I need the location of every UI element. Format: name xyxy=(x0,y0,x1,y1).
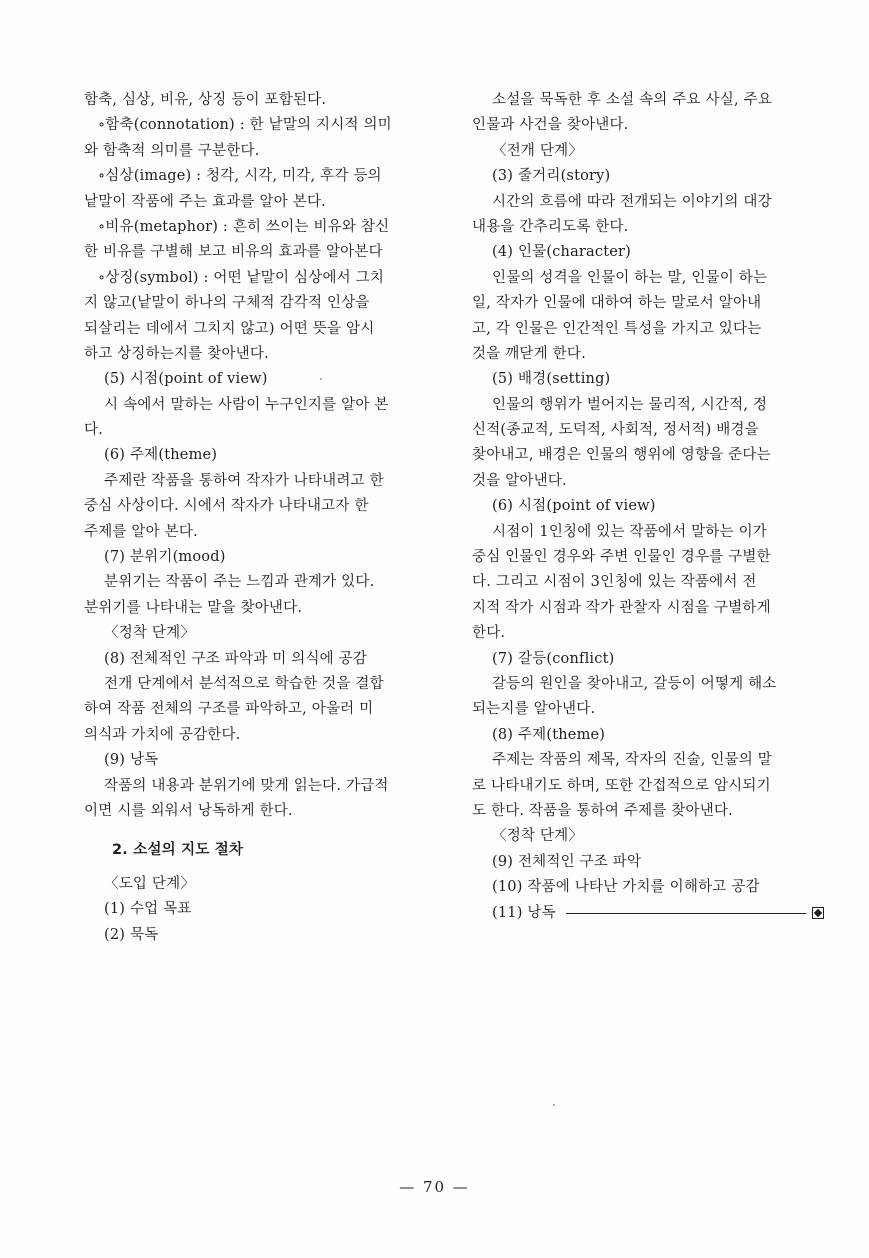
text-line: 주제는 작품의 제목, 작자의 진술, 인물의 말 xyxy=(492,752,772,769)
section-label: (6) 주제(theme) xyxy=(104,447,218,464)
text-line: 의식과 가치에 공감한다. xyxy=(84,726,241,743)
stage-label: 〈정착 단계〉 xyxy=(492,828,584,845)
text-line: 되살리는 데에서 그치지 않고) 어떤 뜻을 암시 xyxy=(84,320,375,337)
text-line: 하여 작품 전체의 구조를 파악하고, 아울러 미 xyxy=(84,701,374,718)
speck xyxy=(553,1104,555,1106)
text-line: 한다. xyxy=(472,625,506,642)
text-line: 인물의 행위가 벌어지는 물리적, 시간적, 정 xyxy=(492,396,768,413)
end-line xyxy=(472,901,824,926)
section-label: (4) 인물(character) xyxy=(492,244,632,261)
text-line: ∘상징(symbol) : 어떤 낱말이 심상에서 그치 xyxy=(98,269,385,286)
right-column xyxy=(472,88,824,926)
text-line: 분위기를 나타내는 말을 찾아낸다. xyxy=(84,599,303,616)
text-line: 중심 사상이다. 시에서 작자가 나타내고자 한 xyxy=(84,498,369,515)
text-line: 신적(종교적, 도덕적, 사회적, 정서적) 배경을 xyxy=(472,422,759,439)
text-line: 이면 시를 외워서 낭독하게 한다. xyxy=(84,802,293,819)
text-line: 분위기는 작품이 주는 느낌과 관계가 있다. xyxy=(104,574,375,591)
section-label: (7) 갈등(conflict) xyxy=(492,650,615,667)
text-line: 것을 깨닫게 한다. xyxy=(472,345,586,362)
text-line: 전개 단계에서 분석적으로 학습한 것을 결합 xyxy=(104,675,384,692)
text-line: 지 않고(낱말이 하나의 구체적 감각적 인상을 xyxy=(84,295,370,312)
end-rule xyxy=(566,913,806,914)
text-line: 다. xyxy=(84,422,104,439)
section-label: (1) 수업 목표 xyxy=(104,901,192,918)
end-mark-icon xyxy=(812,907,824,919)
text-line: 와 함축적 의미를 구분한다. xyxy=(84,142,260,159)
section-label: (10) 작품에 나타난 가치를 이해하고 공감 xyxy=(492,879,760,896)
text-line: 하고 상징하는지를 찾아낸다. xyxy=(84,345,269,362)
text-line: 소설을 묵독한 후 소설 속의 주요 사실, 주요 xyxy=(492,92,772,108)
text-line: 것을 알아낸다. xyxy=(472,472,567,489)
section-label: (7) 분위기(mood) xyxy=(104,549,226,566)
section-label: (6) 시점(point of view) xyxy=(492,498,656,515)
page-number: — 70 — xyxy=(399,1178,470,1196)
text-line: 인물과 사건을 찾아낸다. xyxy=(472,117,629,134)
left-column xyxy=(84,88,436,948)
section-heading: 2. 소설의 지도 절차 xyxy=(112,842,244,859)
text-line: 갈등의 원인을 찾아내고, 갈등이 어떻게 해소 xyxy=(492,675,777,692)
section-label: (5) 시점(point of view) xyxy=(104,371,268,388)
text-line: 지적 작가 시점과 작가 관찰자 시점을 구별하게 xyxy=(472,599,771,616)
text-line: 함축, 심상, 비유, 상징 등이 포함된다. xyxy=(84,92,327,108)
section-label: (9) 전체적인 구조 파악 xyxy=(492,853,642,870)
text-line: 로 나타내기도 하며, 또한 간접적으로 암시되기 xyxy=(472,777,771,794)
text-line: 찾아내고, 배경은 인물의 행위에 영향을 준다는 xyxy=(472,447,771,464)
text-line: ∘비유(metaphor) : 흔히 쓰이는 비유와 참신 xyxy=(98,218,390,235)
text-line: 일, 작자가 인물에 대하여 하는 말로서 알아내 xyxy=(472,295,762,312)
section-label: (8) 주제(theme) xyxy=(492,726,606,743)
text-line: 시점이 1인칭에 있는 작품에서 말하는 이가 xyxy=(492,523,767,540)
text-line: 낱말이 작품에 주는 효과를 알아 본다. xyxy=(84,193,326,210)
stage-label: 〈도입 단계〉 xyxy=(104,875,196,892)
section-label: (2) 묵독 xyxy=(104,926,159,943)
text-line: 도 한다. 작품을 통하여 주제를 찾아낸다. xyxy=(472,802,733,819)
text-line: 내용을 간추리도록 한다. xyxy=(472,218,629,235)
section-label: (8) 전체적인 구조 파악과 미 의식에 공감 xyxy=(104,650,368,667)
text-line: 인물의 성격을 인물이 하는 말, 인물이 하는 xyxy=(492,269,768,286)
text-line: 되는지를 알아낸다. xyxy=(472,701,596,718)
text-line: 고, 각 인물은 인간적인 특성을 가지고 있다는 xyxy=(472,320,762,337)
section-label: (11) 낭독 xyxy=(492,904,556,921)
text-line: 시간의 흐름에 따라 전개되는 이야기의 대강 xyxy=(492,193,772,210)
speck xyxy=(320,378,322,380)
text-line: 주제란 작품을 통하여 작자가 나타내려고 한 xyxy=(104,472,384,489)
text-line: ∘심상(image) : 청각, 시각, 미각, 후각 등의 xyxy=(98,168,382,185)
section-label: (3) 줄거리(story) xyxy=(492,168,611,185)
text-line: 중심 인물인 경우와 주변 인물인 경우를 구별한 xyxy=(472,549,771,566)
stage-label: 〈정착 단계〉 xyxy=(104,625,196,642)
text-line: 주제를 알아 본다. xyxy=(84,523,198,540)
section-label: (9) 낭독 xyxy=(104,752,159,769)
text-line: 작품의 내용과 분위기에 맞게 읽는다. 가급적 xyxy=(104,777,389,794)
section-label: (5) 배경(setting) xyxy=(492,371,611,388)
text-line: 한 비유를 구별해 보고 비유의 효과를 알아본다 xyxy=(84,244,383,261)
text-line: ∘함축(connotation) : 한 낱말의 지시적 의미 xyxy=(98,117,392,134)
text-line: 시 속에서 말하는 사람이 누구인지를 알아 본 xyxy=(104,396,389,413)
stage-label: 〈전개 단계〉 xyxy=(492,142,584,159)
text-line: 다. 그리고 시점이 3인칭에 있는 작품에서 전 xyxy=(472,574,757,591)
